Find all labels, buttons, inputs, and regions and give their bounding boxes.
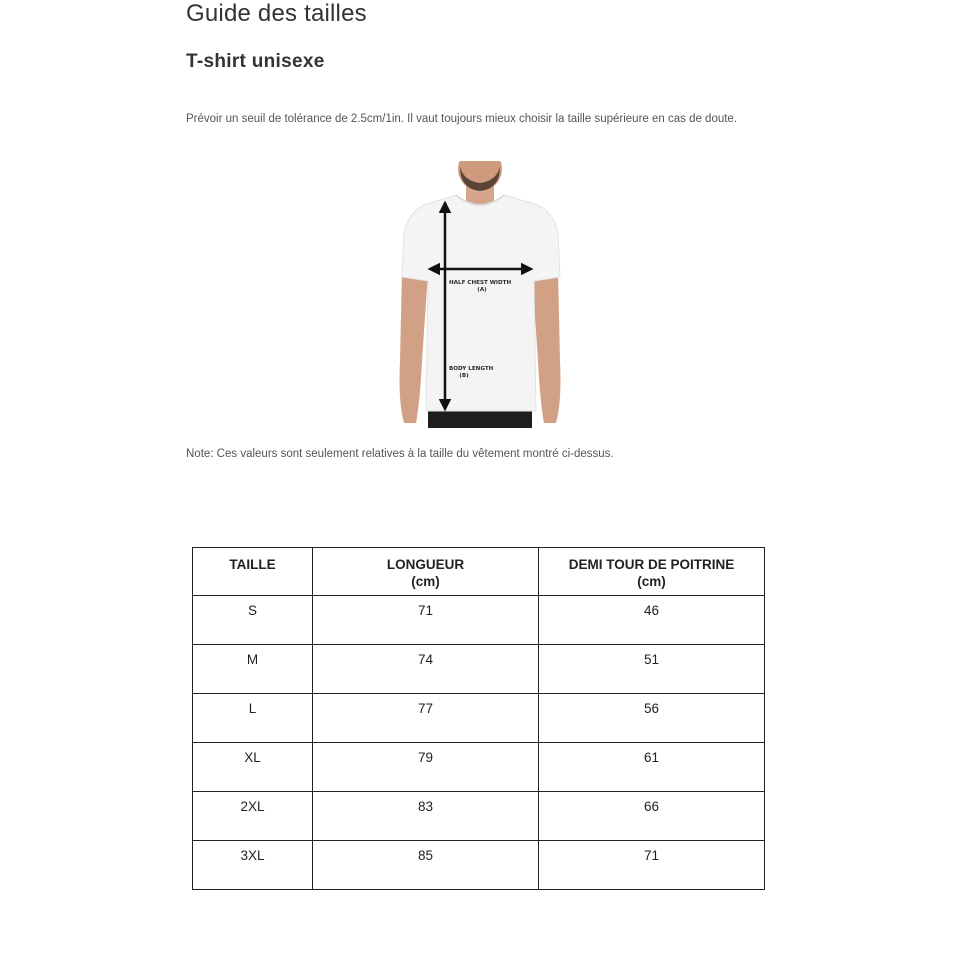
cell-half-chest: 66 (539, 792, 765, 841)
table-row (193, 792, 765, 841)
cell-size: 2XL (193, 792, 313, 841)
product-subtitle: T-shirt unisexe (186, 51, 325, 72)
cell-half-chest: 56 (539, 694, 765, 743)
header-size (193, 548, 313, 596)
length-label: BODY LENGTH (449, 366, 494, 372)
header-length-unit: (cm) (411, 574, 440, 589)
table-row (193, 743, 765, 792)
tshirt-measurement-figure (398, 161, 562, 428)
cell-size: M (193, 645, 313, 694)
cell-half-chest: 71 (539, 841, 765, 890)
cell-size: XL (193, 743, 313, 792)
cell-half-chest: 61 (539, 743, 765, 792)
chest-label: HALF CHEST WIDTH (449, 280, 512, 286)
header-half-chest (539, 548, 765, 596)
tolerance-text: Prévoir un seuil de tolérance de 2.5cm/1in. Il vaut toujours mieux choisir la taille supérieure en cas de doute. (186, 113, 738, 125)
table-row (193, 694, 765, 743)
cell-half-chest: 51 (539, 645, 765, 694)
table-row (193, 596, 765, 645)
size-chart-table (192, 547, 765, 890)
cell-length: 85 (313, 841, 539, 890)
note-text: Note: Ces valeurs sont seulement relatives à la taille du vêtement montré ci-dessus. (186, 448, 614, 460)
cell-length: 79 (313, 743, 539, 792)
header-length (313, 548, 539, 596)
cell-length: 71 (313, 596, 539, 645)
cell-size: L (193, 694, 313, 743)
length-code: (B) (459, 373, 469, 379)
header-length-label: LONGUEUR (386, 557, 465, 572)
cell-length: 77 (313, 694, 539, 743)
chest-code: (A) (477, 287, 487, 293)
table-row (193, 645, 765, 694)
header-half-chest-unit: (cm) (637, 574, 666, 589)
header-half-chest-label: DEMI TOUR DE POITRINE (568, 557, 735, 572)
left-arm (400, 271, 429, 423)
page-title: Guide des tailles (186, 0, 367, 27)
cell-size: 3XL (193, 841, 313, 890)
table-row (193, 841, 765, 890)
cell-length: 74 (313, 645, 539, 694)
cell-half-chest: 46 (539, 596, 765, 645)
cell-length: 83 (313, 792, 539, 841)
table-header-row (193, 548, 765, 596)
cell-size: S (193, 596, 313, 645)
header-size-label: TAILLE (229, 557, 276, 572)
